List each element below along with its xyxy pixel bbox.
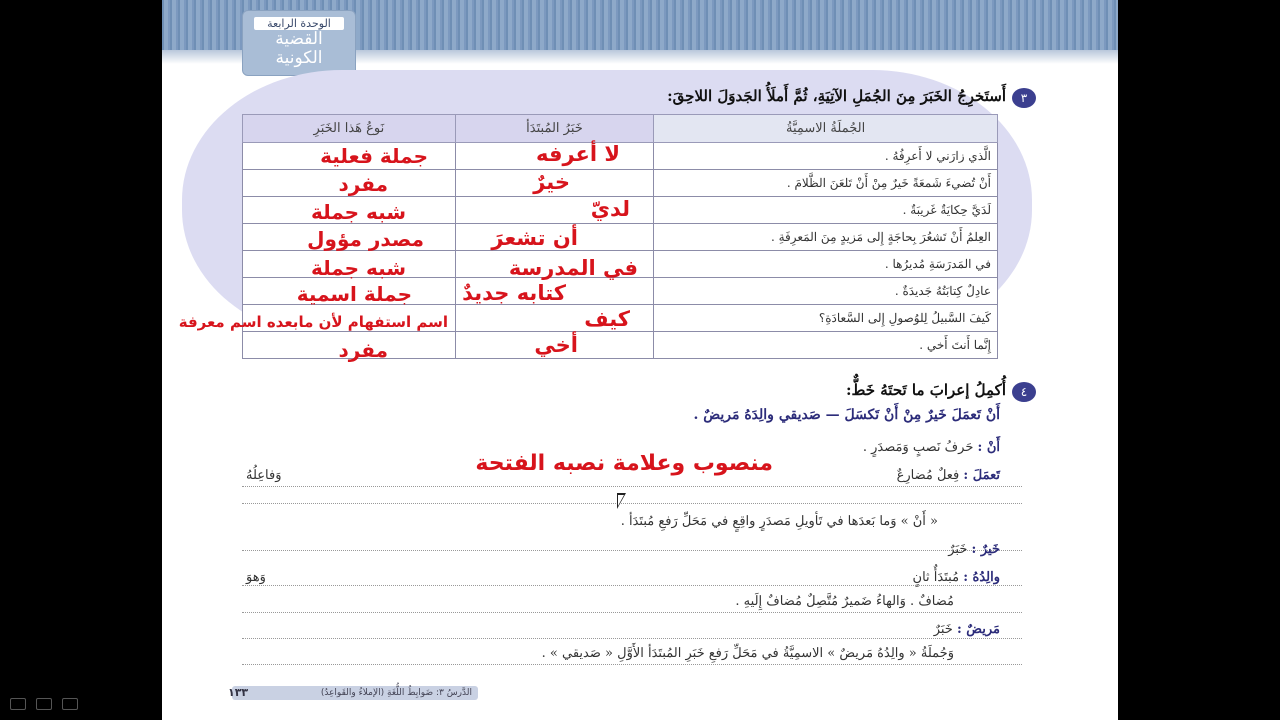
final-sentence: وَجُملَةُ « والِدُهُ مَريضٌ » الاسمِيَّةُ في مَحَلِّ رَفعِ خَبَرِ المُبتَدَأ الأَوَّلِ « صَديقي » . (541, 646, 954, 661)
an-label: أَنْ : (977, 440, 1000, 455)
example-sentence: أَنْ تَعمَلَ خَيرٌ مِنْ أَنْ تَكسَلَ — صَديقي والِدَهُ مَريضٌ . (693, 407, 1000, 423)
sentence-cell: كَيفَ السَّبيلُ لِلوُصولِ إِلى السَّعادَةِ؟ (654, 305, 998, 332)
question-3-number: ٣ (1012, 88, 1036, 108)
marid-text: خَبَرٌ (933, 622, 953, 637)
handwritten-type: اسم استفهام لأن مابعده اسم معرفة (178, 313, 448, 331)
an-text: حَرفُ نَصبٍ وَمَصدَرٍ . (862, 440, 974, 455)
handwritten-type: جملة فعلية (320, 144, 428, 168)
page-number: ١٣٣ (228, 686, 249, 699)
khair-label: خَيرٌ : (971, 542, 1000, 557)
walid-end: وَهوَ (246, 570, 266, 585)
unit-label: الوحدة الرابعة (254, 17, 344, 30)
unit-tab (242, 10, 356, 76)
footer-lesson: الدَّرسُ ٣: ضَوابِطُ اللُّغَةِ (الإملاءُ والقَواعِدُ) (232, 686, 478, 700)
sentence-cell: إِنَّما أَنتَ أَخي . (654, 332, 998, 359)
walid-text: مُبتَدَأٌ ثانٍ (912, 570, 960, 585)
sentence-cell: عادِلٌ كِتابَتُهُ جَديدَةٌ . (654, 278, 998, 305)
walid-line2: مُضافٌ . وَالهاءُ ضَميرٌ مُتَّصِلٌ مُضافٌ إِلَيهِ . (735, 594, 954, 609)
handwritten-type: جملة اسمية (296, 282, 412, 306)
dotted-line (242, 664, 1022, 665)
mouse-cursor-icon (617, 493, 626, 509)
handwritten-type: شبه جملة (310, 200, 406, 224)
header-sentence: الجُملَةُ الاسمِيَّةُ (654, 115, 998, 143)
sentence-cell: العِلمُ أَنْ تَشعُرَ بِحاجَةٍ إِلى مَزيدٍ مِنَ المَعرِفَةِ . (654, 224, 998, 251)
khair-analysis (948, 542, 1000, 557)
marid-label: مَريضٌ : (956, 622, 1000, 637)
dotted-line (242, 550, 1022, 551)
dotted-line (242, 638, 1022, 639)
dotted-line (242, 612, 1022, 613)
handwritten-type: مصدر مؤول (307, 227, 424, 251)
taamal-label: تَعمَلَ : (963, 468, 1000, 483)
unit-title-line2: الكونية (275, 48, 323, 68)
sentence-cell: لَدَيَّ حِكايَةٌ غَريبَةٌ . (654, 197, 998, 224)
dotted-line (242, 585, 1022, 586)
handwritten-khabar: في المدرسة (508, 256, 638, 280)
handwritten-khabar: لا أعرفه (535, 142, 620, 166)
taamal-analysis (897, 468, 1000, 483)
table-header (243, 115, 998, 143)
sentence-cell: الَّذي زارَني لا أَعرِفُهُ . (654, 143, 998, 170)
khair-text: خَبَرٌ (948, 542, 968, 557)
taamal-text: فِعلٌ مُضارِعٌ (896, 468, 960, 483)
handwritten-khabar: أخي (534, 333, 578, 357)
handwritten-khabar: أن تشعرَ (491, 226, 578, 250)
handwritten-type: مفرد (338, 338, 388, 362)
sentence-cell: أَنْ تُضيءَ شَمعَةً خَيرٌ مِنْ أَنْ تَلعَنَ الظَّلامَ . (654, 170, 998, 197)
page-icon[interactable] (62, 698, 78, 710)
textbook-page (162, 0, 1118, 720)
question-4-number: ٤ (1012, 382, 1036, 402)
pen-icon[interactable] (36, 698, 52, 710)
marid-analysis (934, 622, 1000, 637)
walid-analysis (913, 570, 1000, 585)
taamal-end: وَفاعِلُهُ (246, 468, 282, 483)
handwritten-khabar: خيرٌ (533, 170, 570, 194)
handwritten-khabar: كيف (584, 307, 630, 331)
an-note: « أَنْ » وَما بَعدَها في تَأويلِ مَصدَرٍ واقِعٍ في مَحَلِّ رَفعِ مُبتَدَأ . (620, 514, 938, 529)
question-3-prompt: أَستَخرِجُ الخَبَرَ مِنَ الجُمَلِ الآتِيَةِ، ثُمَّ أَملَأُ الجَدوَلَ اللاحِقَ: (667, 87, 1006, 105)
handwritten-khabar: لديّ (590, 197, 630, 221)
an-analysis (863, 440, 1000, 455)
unit-title-line1: القضية (275, 29, 323, 49)
handwritten-khabar: كتابه جديدٌ (462, 281, 566, 305)
viewer-toolbar (0, 692, 162, 720)
handwritten-type: مفرد (338, 172, 388, 196)
handwritten-answer: منصوب وعلامة نصبه الفتحة (475, 451, 773, 476)
dotted-line (242, 486, 1022, 487)
handwritten-type: شبه جملة (310, 256, 406, 280)
walid-label: والِدُهُ : (963, 570, 1000, 585)
back-arrow-icon[interactable] (10, 698, 26, 710)
question-4-prompt: أُكمِلُ إعرابَ ما تَحتَهُ خَطٌّ: (846, 381, 1006, 399)
header-khabar: خَبَرُ المُبتَدَأ (455, 115, 653, 143)
header-type: نَوعُ هَذا الخَبَرِ (243, 115, 456, 143)
sentence-cell: في المَدرَسَةِ مُديرُها . (654, 251, 998, 278)
dotted-line (242, 503, 1022, 504)
